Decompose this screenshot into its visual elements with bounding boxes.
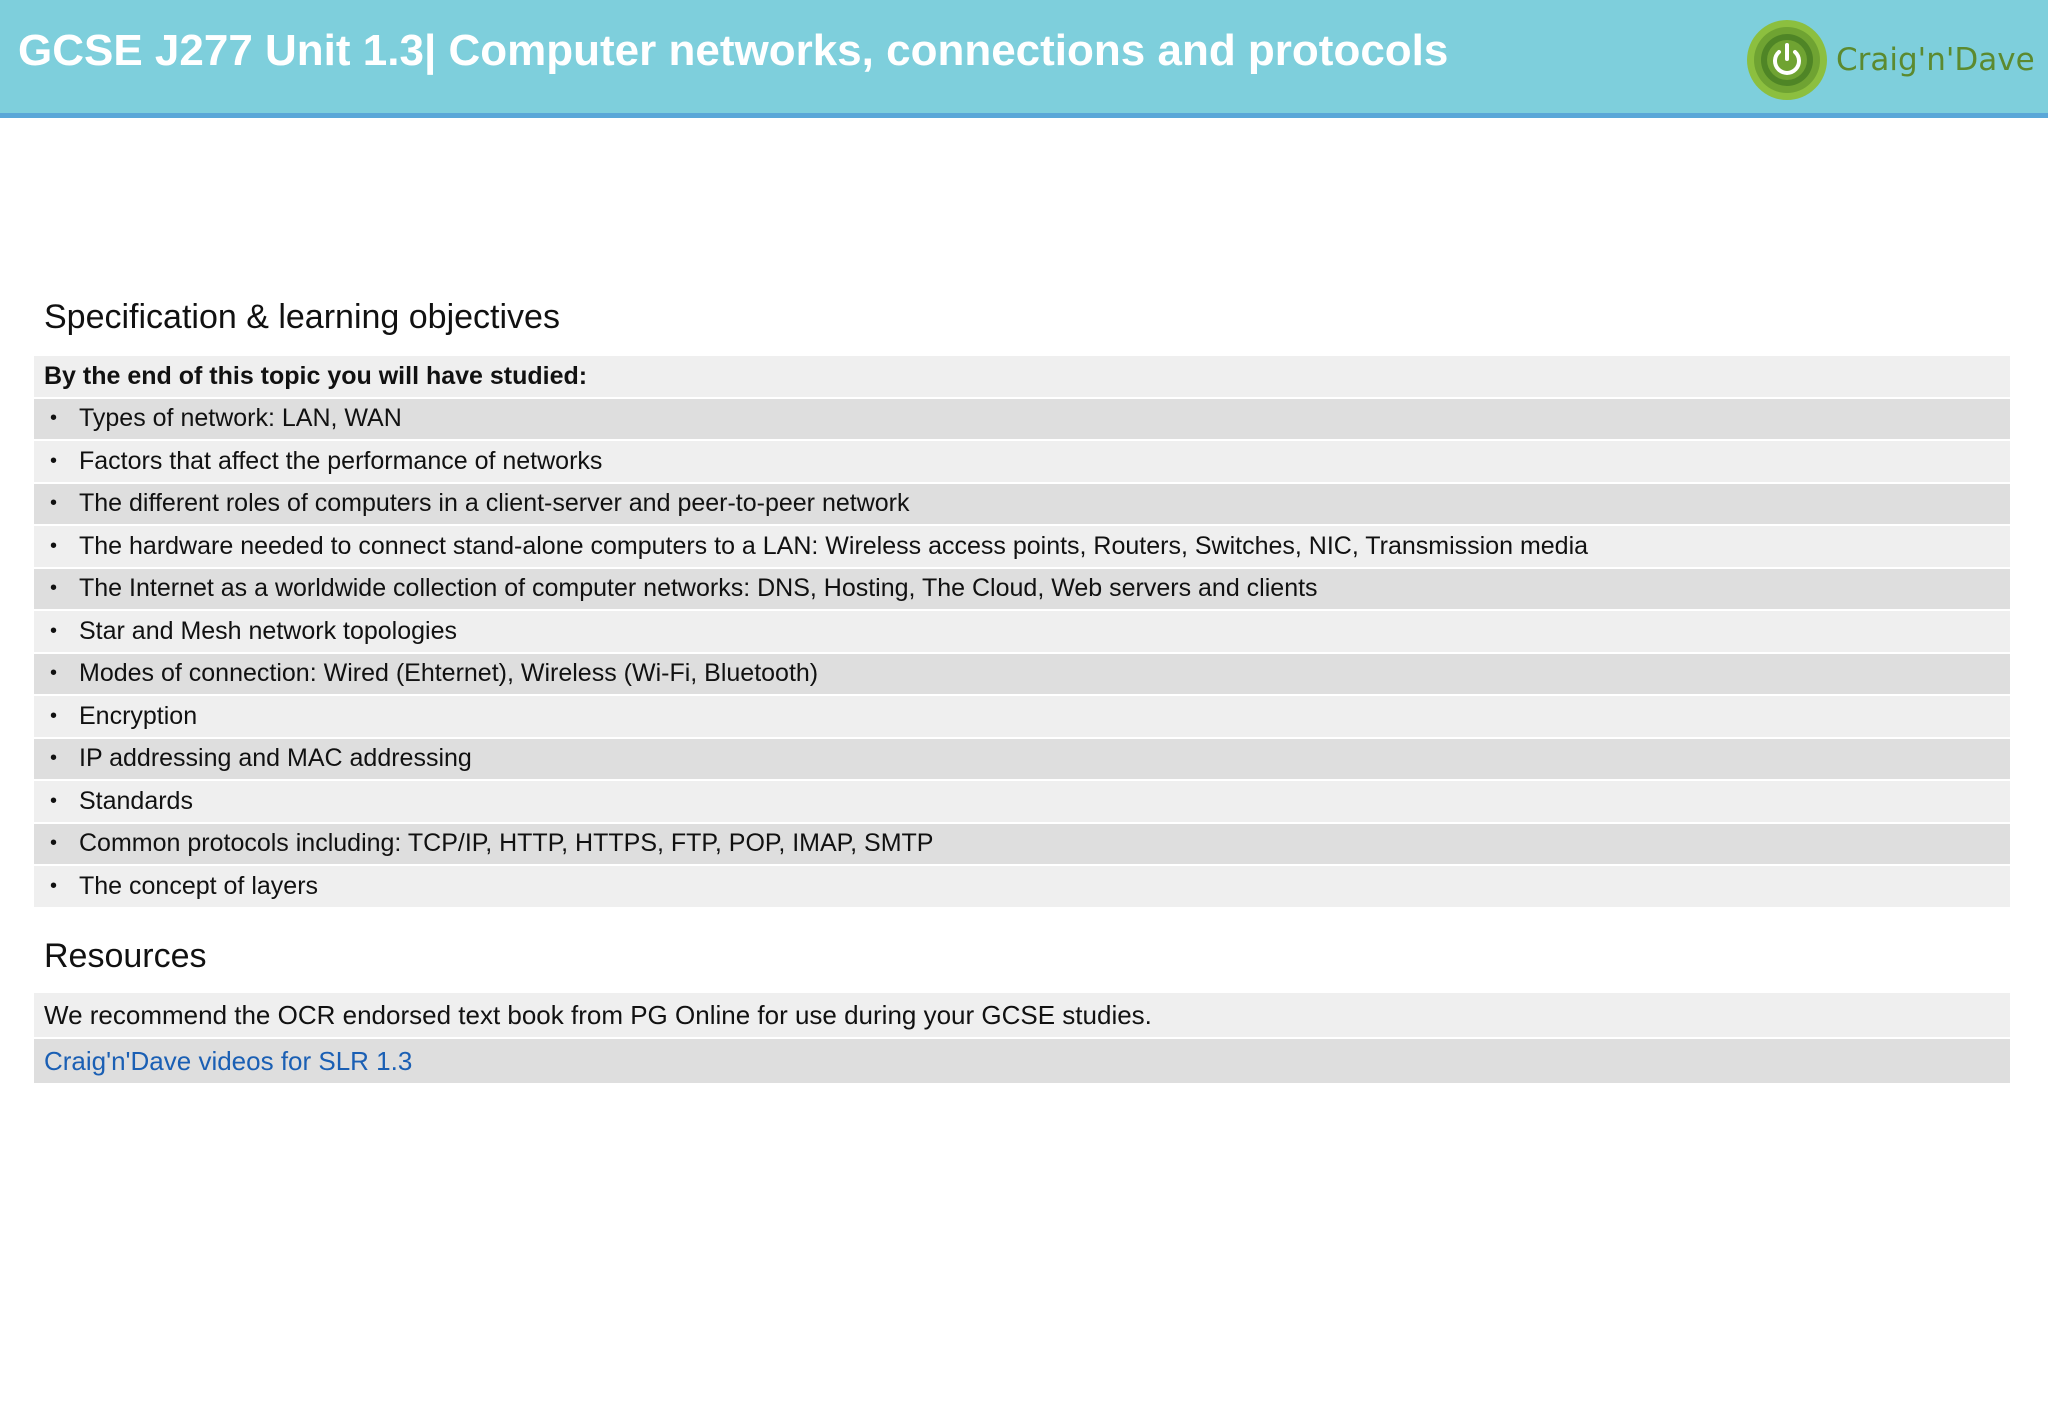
- list-item-text: The Internet as a worldwide collection of computer networks: DNS, Hosting, The Cloud, Web servers and clients: [79, 574, 1318, 603]
- objectives-table: [34, 356, 2010, 909]
- list-item-text: Factors that affect the performance of networks: [79, 446, 603, 475]
- power-icon: [1746, 19, 1828, 101]
- list-item: [34, 824, 2010, 867]
- resources-table: [34, 993, 2010, 1085]
- list-item: [34, 781, 2010, 824]
- list-item-text: Standards: [79, 786, 193, 815]
- list-item-text: The different roles of computers in a client-server and peer-to-peer network: [79, 489, 910, 518]
- list-item-text: The hardware needed to connect stand-alone computers to a LAN: Wireless access points, Routers, Switches, NIC, Transmission media: [79, 531, 1589, 560]
- objectives-intro: By the end of this topic you will have studied:: [44, 361, 588, 390]
- list-item: [34, 399, 2010, 442]
- bullet: •: [49, 577, 57, 600]
- list-item: [34, 441, 2010, 484]
- list-item: [34, 654, 2010, 697]
- resources-text-row: [34, 993, 2010, 1039]
- list-item-text: The concept of layers: [79, 871, 319, 900]
- list-item-text: Modes of connection: Wired (Ehternet), Wireless (Wi-Fi, Bluetooth): [79, 659, 819, 688]
- list-item-text: Types of network: LAN, WAN: [79, 404, 402, 433]
- bullet: •: [49, 534, 57, 557]
- bullet: •: [49, 619, 57, 642]
- bullet: •: [49, 704, 57, 727]
- list-item: [34, 484, 2010, 527]
- bullet: •: [49, 407, 57, 430]
- bullet: •: [49, 789, 57, 812]
- bullet: •: [49, 449, 57, 472]
- list-item-text: Common protocols including: TCP/IP, HTTP, HTTPS, FTP, POP, IMAP, SMTP: [79, 829, 934, 858]
- objectives-intro-row: [34, 356, 2010, 399]
- objectives-heading: Specification & learning objectives: [44, 298, 560, 336]
- list-item-text: Encryption: [79, 701, 198, 730]
- list-item: [34, 526, 2010, 569]
- list-item: [34, 569, 2010, 612]
- page-title: GCSE J277 Unit 1.3| Computer networks, connections and protocols: [18, 26, 1449, 75]
- resources-link-row: [34, 1039, 2010, 1085]
- list-item-text: Star and Mesh network topologies: [79, 616, 457, 645]
- list-item: [34, 696, 2010, 739]
- list-item: [34, 611, 2010, 654]
- list-item: [34, 739, 2010, 782]
- list-item-text: IP addressing and MAC addressing: [79, 744, 472, 773]
- videos-link[interactable]: Craig'n'Dave videos for SLR 1.3: [44, 1045, 413, 1076]
- logo-text: Craig'n'Dave: [1836, 42, 2035, 78]
- craig-n-dave-logo: [1746, 18, 2035, 102]
- bullet: •: [49, 662, 57, 685]
- bullet: •: [49, 747, 57, 770]
- resources-heading: Resources: [44, 937, 207, 975]
- title-banner: [0, 0, 2048, 118]
- bullet: •: [49, 874, 57, 897]
- list-item: [34, 866, 2010, 909]
- bullet: •: [49, 832, 57, 855]
- bullet: •: [49, 492, 57, 515]
- resources-text: We recommend the OCR endorsed text book from PG Online for use during your GCSE studies.: [44, 999, 1152, 1030]
